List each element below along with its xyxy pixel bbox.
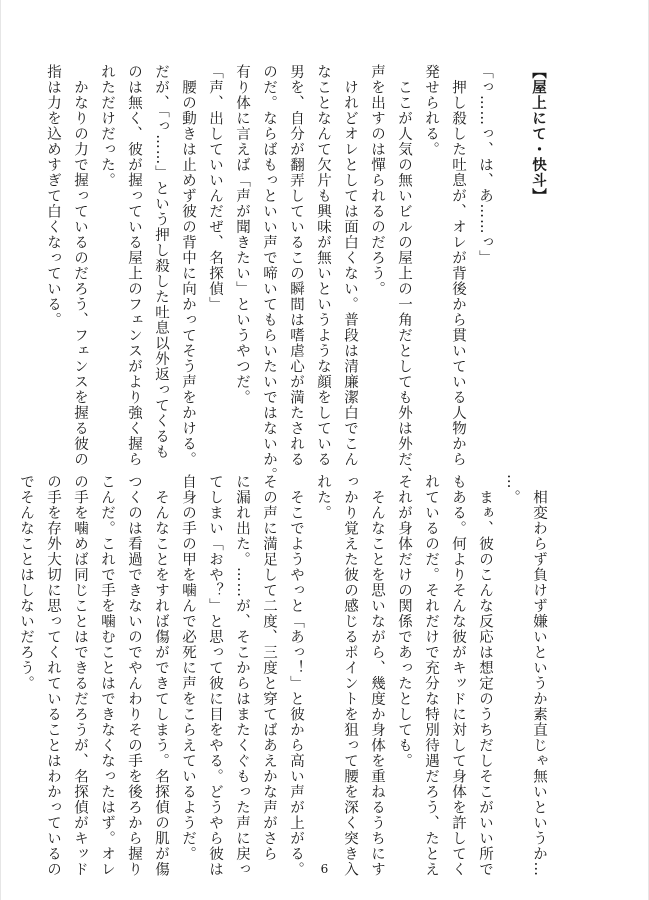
text-line: なことなんて欠片も興味が無いというような顔をしている: [315, 64, 331, 467]
text-line: 有り体に言えば「声が聞きたい」というやつだ。: [234, 64, 250, 405]
text-line: [498, 64, 525, 444]
text-line: れているのだ。それだけで充分な特別待遇だろう、たとえ: [423, 474, 439, 877]
text-line: てしまい「おや？」と思って彼に目をやる。どうやら彼は: [207, 474, 223, 877]
text-line: のだ。ならばもっといい声で啼いてもらいたいではないか。: [261, 64, 277, 483]
text-line: の手を存外大切に思ってくれていることはわかっているの: [45, 474, 61, 877]
text-line: まぁ、彼のこんな反応は想定のうちだしそこがいい所で: [477, 474, 493, 877]
text-line: 自身の手の甲を噛んで必死に声をこらえているようだ。: [180, 474, 196, 862]
text-line: 「声、出していいんだぜ、名探偵」: [207, 64, 223, 312]
text-line: っかり覚えた彼の感じるポイントを狙って腰を深く突き入: [342, 474, 358, 877]
text-line: そこでようやっと「あっ！」と彼から高い声が上がる。: [288, 474, 304, 877]
text-line: 声を出すのは憚られるのだろう。: [369, 64, 385, 297]
text-line: …。: [504, 474, 520, 505]
page-number: 6: [320, 862, 329, 876]
text-line: その声に満足して二度、三度と穿てばあえかな声がさら: [261, 474, 277, 862]
text-line: 「っ……っ、は、あ……っ」: [477, 64, 493, 266]
text-line: 男を、自分が翻弄しているこの瞬間は嗜虐心が満たされる: [288, 64, 304, 467]
text-line: の手を噛めば同じことはできるだろうが、名探偵がキッド: [72, 474, 88, 877]
text-line: そんなことを思いながら、幾度か身体を重ねるうちにす: [369, 474, 385, 877]
text-line: それが身体だけの関係であったとしても。: [396, 474, 412, 769]
text-line: ここが人気の無いビルの屋上の一角だとしても外は外だ、: [396, 64, 412, 483]
text-line: もある。何よりそんな彼がキッドに対して身体を許してく: [450, 474, 466, 877]
text-line: 相変わらず負けず嫌いというか素直じゃ無いというか…: [531, 474, 547, 877]
section-heading: 【屋上にて・快斗】: [530, 64, 547, 204]
text-line: けれどオレとしては面白くない。普段は清廉潔白でこん: [342, 64, 358, 467]
text-line: 指は力を込めすぎて白くなっている。: [45, 64, 61, 328]
text-line: でそんなことはしないだろう。: [18, 474, 34, 691]
text-line: れた。: [315, 474, 331, 521]
text-line: だが、「っ……」という押し殺した吐息以外返ってくるも: [153, 64, 169, 460]
text-line: 腰の動きは止めず彼の背中に向かってそう声をかける。: [180, 64, 196, 467]
text-line: 発せられる。: [423, 64, 439, 157]
text-line: に漏れ出た。……が、そこからはまたくぐもった声に戻っ: [234, 474, 250, 877]
text-line: かなりの力で握っているのだろう、フェンスを握る彼の: [72, 64, 88, 467]
text-line: れただけだった。: [99, 64, 115, 188]
text-line: こんだ。これで手を噛むことはできなくなったはず。オレ: [99, 474, 115, 877]
text-block-top: [45, 64, 552, 483]
text-line: そんなことをすれば傷ができてしまう。名探偵の肌が傷: [153, 474, 169, 877]
text-line: のは無く、彼が握っている屋上のフェンスがより強く握ら: [126, 64, 142, 467]
text-line: つくのは看過できないのでやんわりその手を後ろから握り: [126, 474, 142, 877]
text-line: 押し殺した吐息が、オレが背後から貫いている人物から: [450, 64, 466, 467]
text-block-bottom: [18, 474, 552, 877]
